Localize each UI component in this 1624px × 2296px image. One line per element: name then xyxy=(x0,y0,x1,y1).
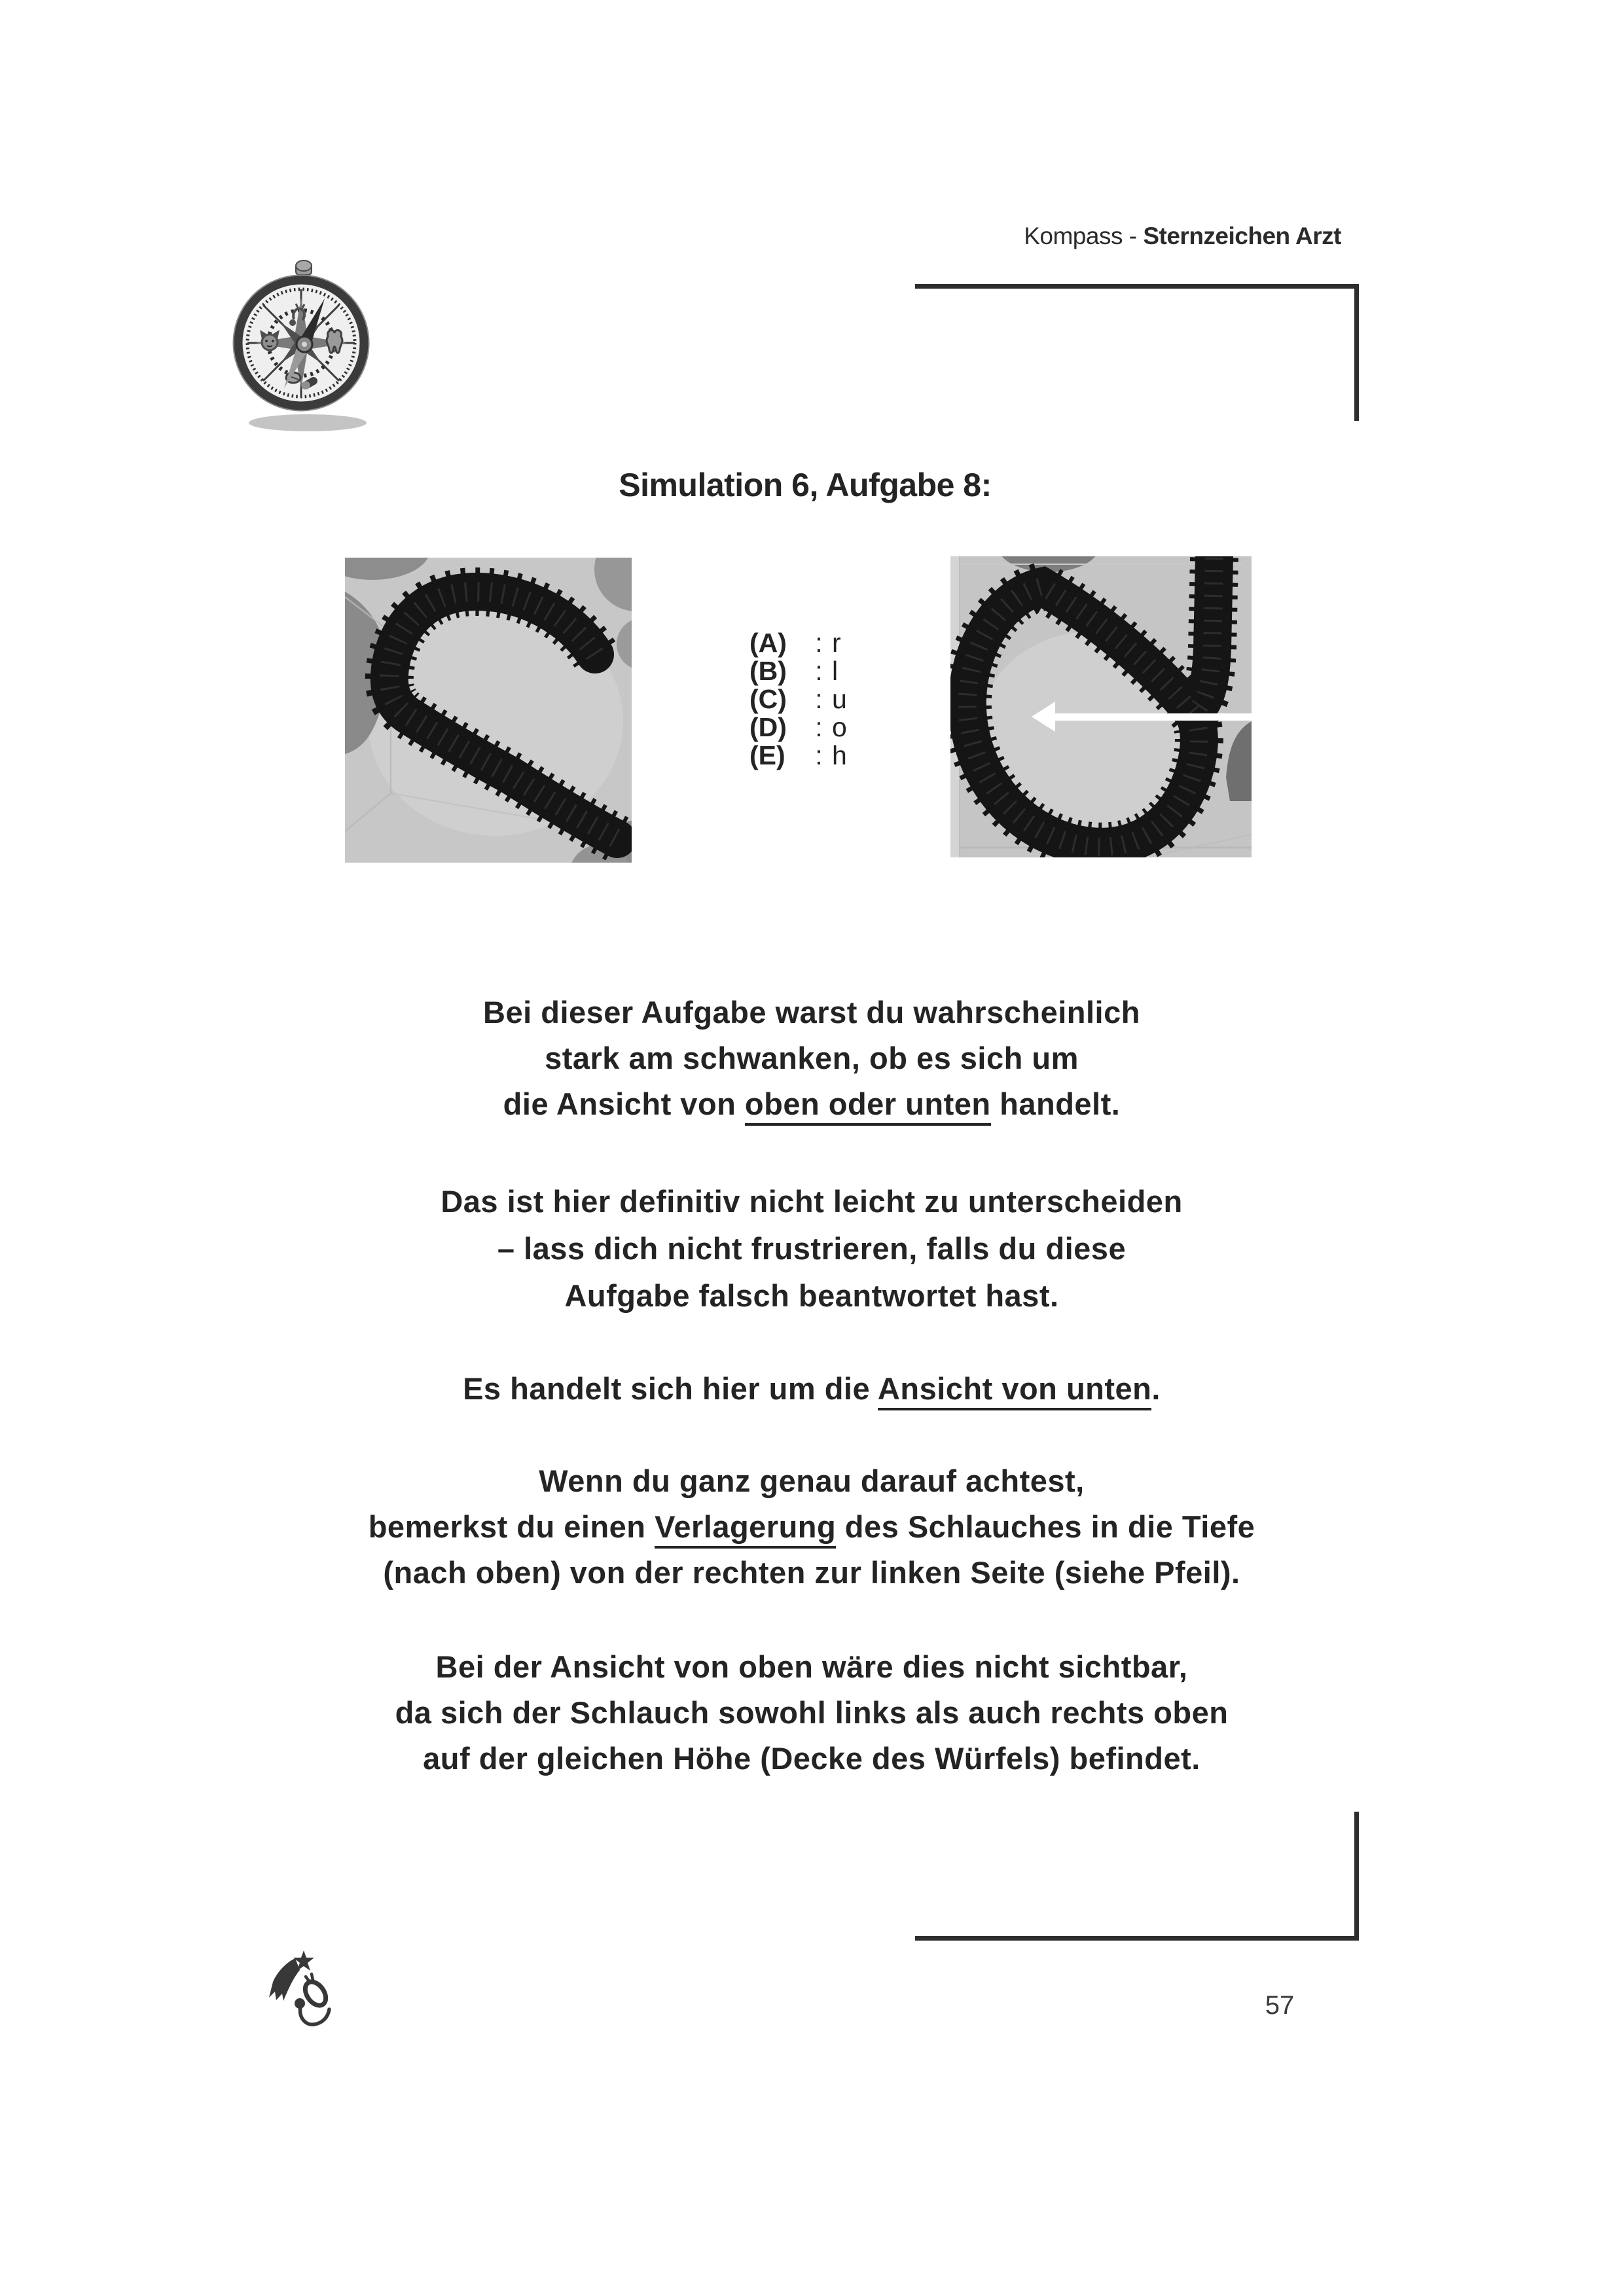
text-segment: da sich der Schlauch sowohl links als auch rechts oben xyxy=(395,1695,1229,1730)
option-colon: : xyxy=(815,684,823,714)
text-line xyxy=(92,1225,1532,1272)
text-line xyxy=(92,1690,1532,1736)
option-colon: : xyxy=(815,628,823,658)
option-row-d xyxy=(749,713,847,742)
text-segment-underlined: Verlagerung xyxy=(655,1509,836,1549)
text-segment: Bei dieser Aufgabe warst du wahrscheinlich xyxy=(483,995,1140,1030)
option-value: h xyxy=(832,740,847,770)
header-section-name: Sternzeichen Arzt xyxy=(1143,223,1341,249)
text-segment-underlined: Ansicht von unten xyxy=(878,1371,1151,1410)
text-segment: Aufgabe falsch beantwortet hast. xyxy=(564,1278,1059,1313)
compass-logo-icon xyxy=(228,258,382,438)
option-value: u xyxy=(832,684,847,714)
option-value: l xyxy=(832,656,839,686)
text-segment: die Ansicht von xyxy=(503,1086,745,1121)
page-header xyxy=(1024,223,1341,250)
option-value: r xyxy=(832,628,841,658)
text-line xyxy=(92,1272,1532,1319)
text-segment: Wenn du ganz genau darauf achtest, xyxy=(539,1463,1085,1498)
text-line xyxy=(92,1736,1532,1782)
cube-photo-question xyxy=(345,558,632,863)
text-line xyxy=(92,1035,1532,1081)
text-segment: (nach oben) von der rechten zur linken Seite (siehe Pfeil). xyxy=(383,1555,1240,1590)
option-label: (E) xyxy=(749,740,785,770)
text-line xyxy=(92,1458,1532,1504)
text-line xyxy=(92,990,1532,1035)
option-row-c xyxy=(749,685,847,713)
page-number: 57 xyxy=(1265,1991,1295,2020)
option-label: (A) xyxy=(749,628,787,658)
bottom-right-rule xyxy=(915,1812,1359,1941)
option-colon: : xyxy=(815,712,823,742)
explanation-paragraph-2 xyxy=(92,1178,1532,1319)
explanation-paragraph-3 xyxy=(92,1366,1532,1412)
text-segment: Das ist hier definitiv nicht leicht zu unterscheiden xyxy=(441,1184,1183,1219)
explanation-paragraph-5 xyxy=(92,1644,1532,1782)
text-line xyxy=(92,1504,1532,1550)
shooting-star-stethoscope-icon xyxy=(261,1941,342,2036)
option-label: (C) xyxy=(749,684,787,714)
text-line xyxy=(92,1366,1532,1412)
text-segment: auf der gleichen Höhe (Decke des Würfels) befindet. xyxy=(423,1741,1200,1776)
page-title: Simulation 6, Aufgabe 8: xyxy=(619,467,992,503)
option-row-e xyxy=(749,742,847,770)
answer-options xyxy=(749,629,847,770)
text-line xyxy=(92,1644,1532,1690)
text-segment: . xyxy=(1151,1371,1161,1406)
option-colon: : xyxy=(815,656,823,686)
header-book-name: Kompass - xyxy=(1024,223,1144,249)
explanation-paragraph-4 xyxy=(92,1458,1532,1596)
text-line xyxy=(92,1081,1532,1127)
text-segment: – lass dich nicht frustrieren, falls du diese xyxy=(497,1231,1127,1266)
text-segment: Bei der Ansicht von oben wäre dies nicht sichtbar, xyxy=(435,1649,1188,1684)
option-label: (D) xyxy=(749,712,787,742)
text-segment: stark am schwanken, ob es sich um xyxy=(545,1041,1079,1075)
text-line xyxy=(92,1550,1532,1596)
option-row-b xyxy=(749,657,847,685)
text-segment: Es handelt sich hier um die xyxy=(463,1371,878,1406)
text-segment: handelt. xyxy=(990,1086,1121,1121)
text-segment: bemerkst du einen xyxy=(368,1509,655,1544)
option-value: o xyxy=(832,712,847,742)
text-segment: des Schlauches in die Tiefe xyxy=(836,1509,1255,1544)
option-colon: : xyxy=(815,740,823,770)
option-row-a xyxy=(749,629,847,657)
option-label: (B) xyxy=(749,656,787,686)
text-line xyxy=(92,1178,1532,1225)
explanation-paragraph-1 xyxy=(92,990,1532,1127)
top-right-rule xyxy=(915,284,1359,421)
cube-photo-answer xyxy=(950,556,1252,857)
text-segment-underlined: oben oder unten xyxy=(745,1086,991,1126)
